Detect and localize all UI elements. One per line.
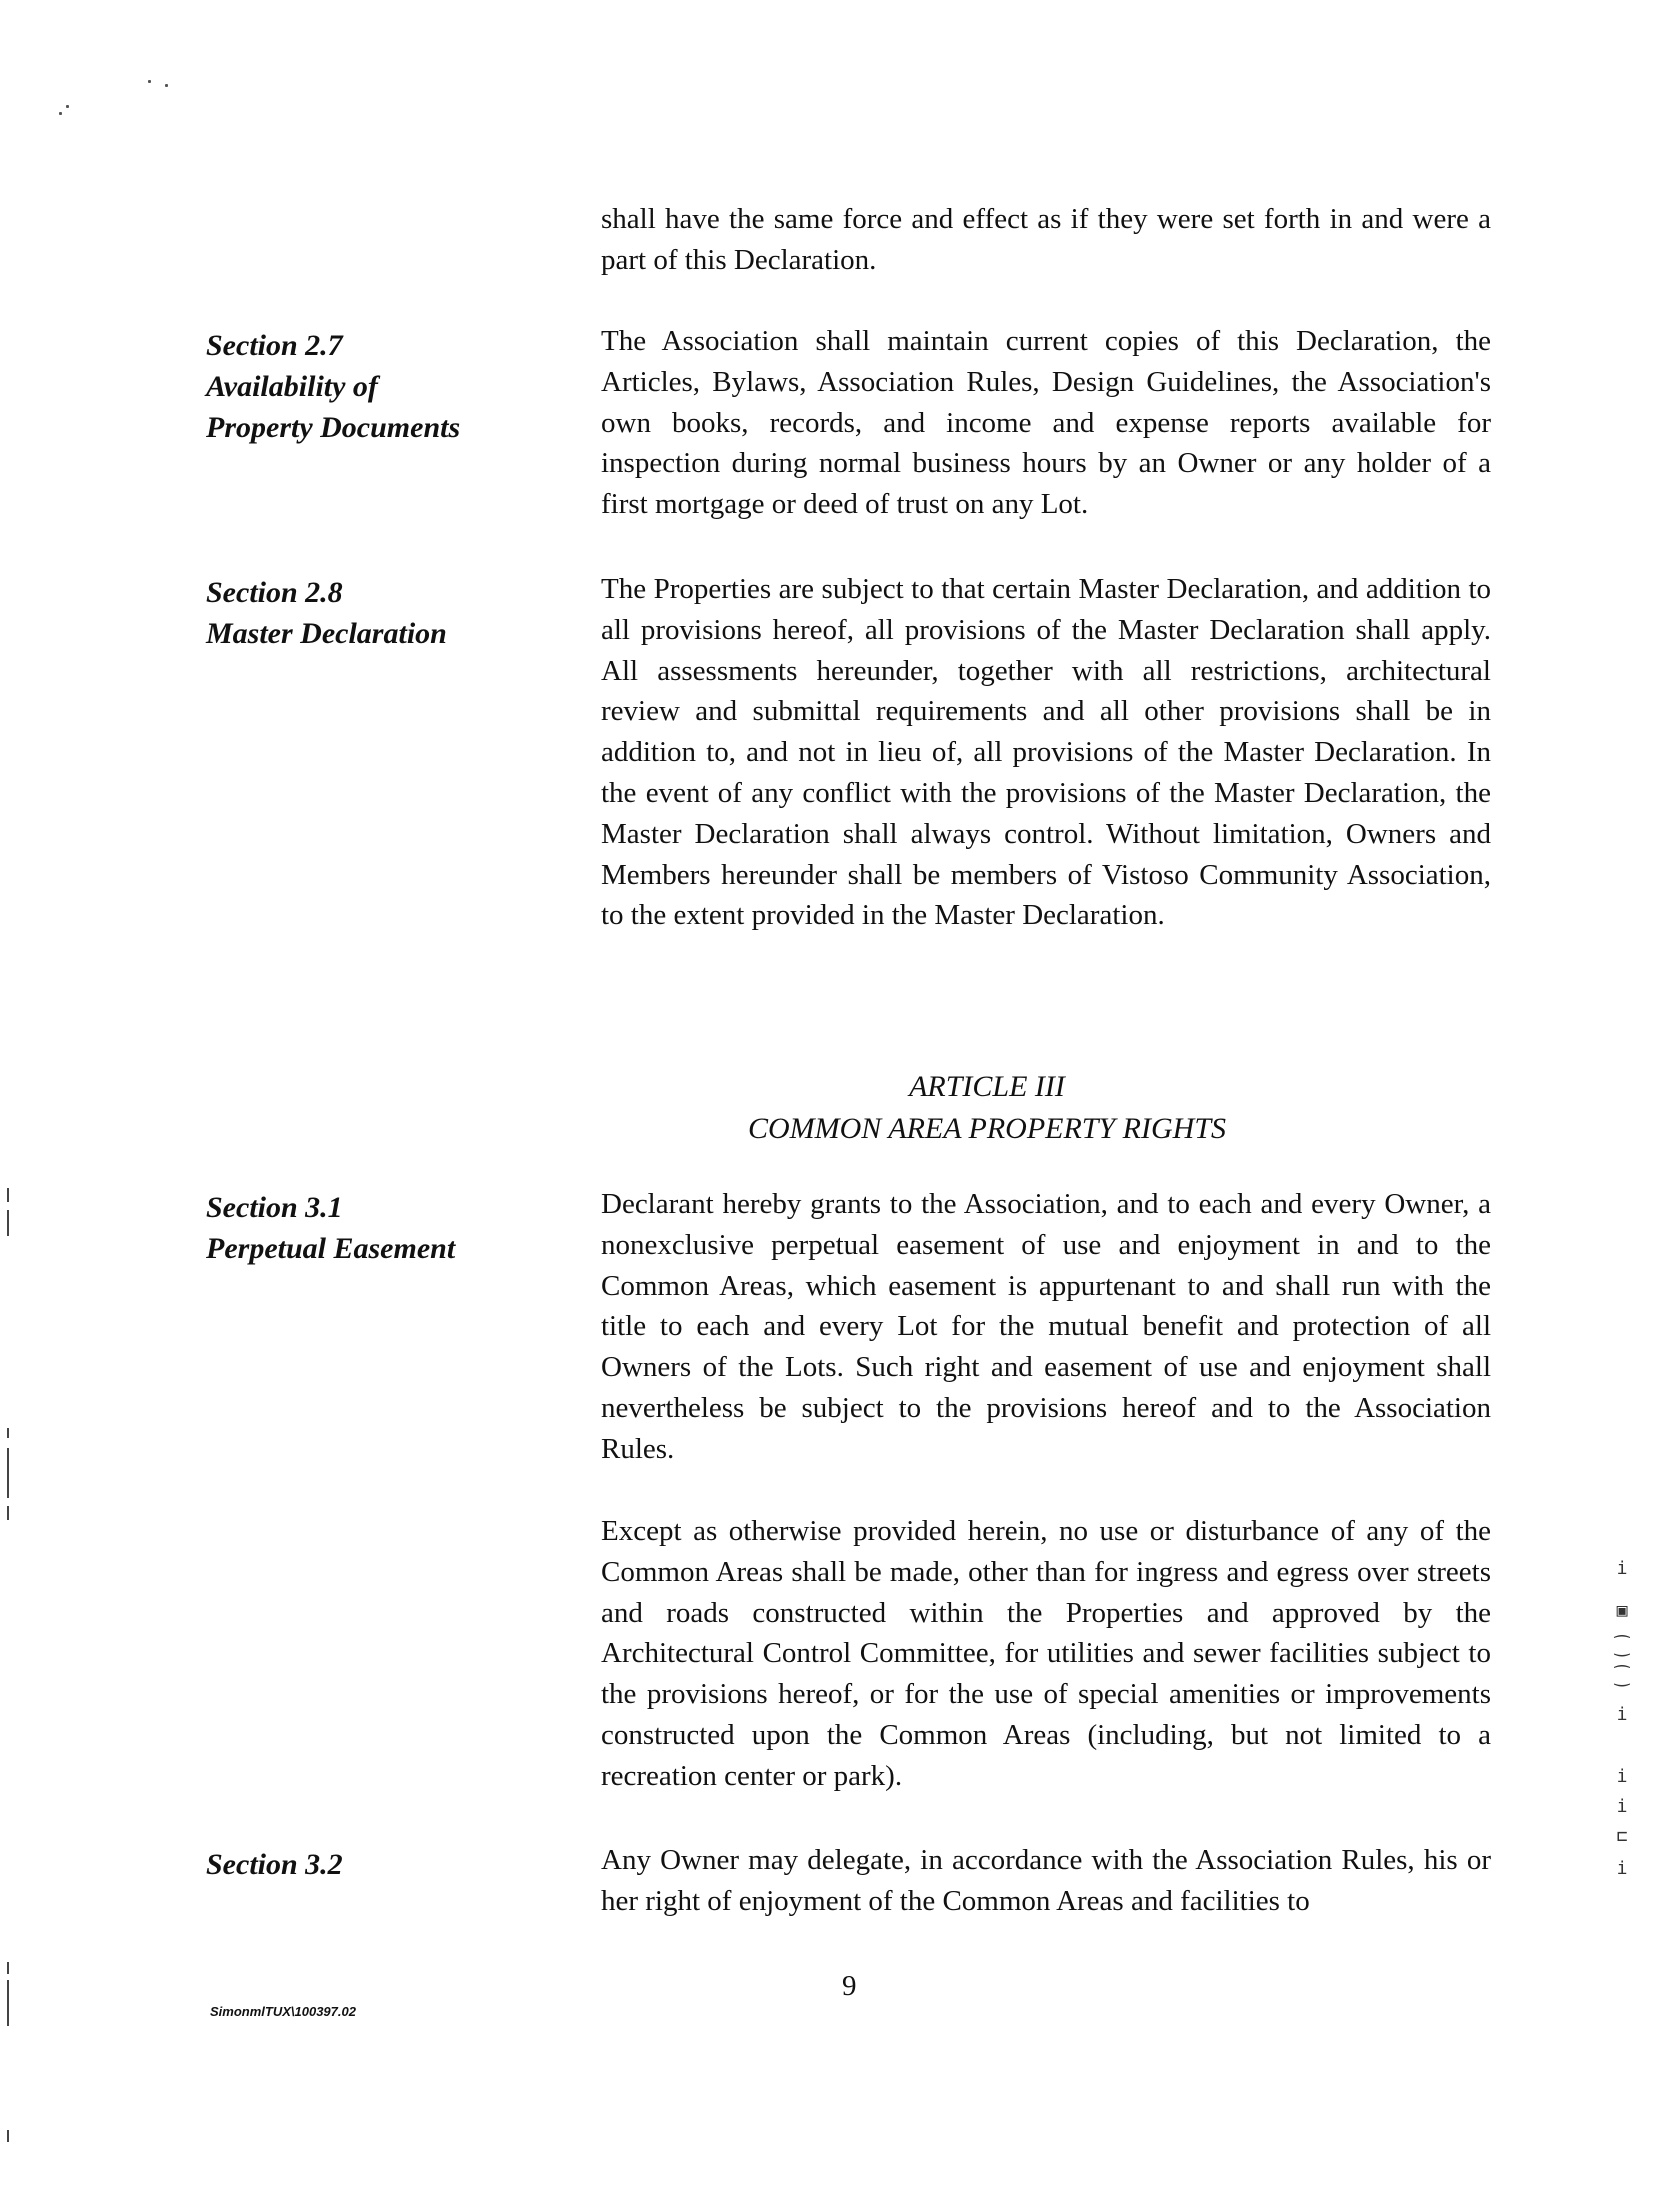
article-heading	[150, 1066, 1674, 1150]
scan-edge-mark	[7, 1428, 9, 1438]
section-number: Section 2.8	[206, 576, 343, 609]
stamp-glyph: ⁐	[1614, 1636, 1630, 1657]
scan-speck	[148, 80, 151, 83]
article-title: COMMON AREA PROPERTY RIGHTS	[747, 1112, 1227, 1145]
section-2-7-heading	[206, 325, 566, 448]
stamp-glyph: i	[1616, 1858, 1628, 1879]
article-number: ARTICLE III	[909, 1070, 1065, 1103]
scan-edge-mark	[7, 1980, 9, 2026]
section-2-8-paragraph: The Properties are subject to that certain Master Declaration, and addition to all provisions hereof, all provisions of the Master Declaration shall apply. All assessments hereunder, together with all restrictions, architectural review and submittal requirements and all other provisions shall be in addition to, and not in lieu of, all provisions of the Master Declaration. In the event of any conflict with the provisions of the Master Declaration, the Master Declaration shall always control. Without limitation, Owners and Members hereunder shall be members of Vistoso Community Association, to the extent provided in the Master Declaration.	[601, 573, 1491, 932]
section-2-7-paragraph: The Association shall maintain current copies of this Declaration, the Articles, Bylaws, Association Rules, Design Guidelines, the Association's own books, records, and income and expense reports available for inspection during normal business hours by an Owner or any holder of a first mortgage or deed of trust on any Lot.	[601, 325, 1491, 521]
stamp-glyph: i	[1616, 1704, 1628, 1725]
page-number: 9	[842, 1970, 857, 2002]
scan-edge-mark	[7, 1506, 9, 1520]
scan-speck	[165, 84, 168, 87]
section-3-1-paragraph-2: Except as otherwise provided herein, no use or disturbance of any of the Common Areas shall be made, other than for ingress and egress over streets and roads constructed within the Properties and approved by the Architectural Control Committee, for utilities and sewer facilities subject to the provisions hereof, or for the use of special amenities or improvements constructed upon the Common Areas (including, but not limited to a recreation center or park).	[601, 1515, 1491, 1792]
section-number: Section 3.1	[206, 1191, 343, 1224]
scan-edge-mark	[7, 1962, 9, 1974]
stamp-glyph: i	[1616, 1796, 1628, 1817]
scan-edge-mark	[7, 2130, 9, 2142]
section-3-1-heading	[206, 1187, 566, 1269]
section-title-line: Property Documents	[206, 411, 461, 444]
scan-edge-mark	[7, 1210, 9, 1236]
scan-speck	[66, 105, 69, 108]
scan-edge-mark	[7, 1188, 9, 1202]
stamp-glyph: i	[1616, 1558, 1628, 1579]
stamp-glyph: ⁐	[1614, 1666, 1630, 1687]
section-number: Section 2.7	[206, 329, 343, 362]
section-3-2-heading	[206, 1844, 566, 1885]
section-title-line: Master Declaration	[206, 617, 447, 650]
stamp-glyph: ▣	[1616, 1600, 1628, 1621]
section-title-line: Perpetual Easement	[206, 1232, 456, 1265]
section-number: Section 3.2	[206, 1848, 343, 1881]
section-2-8-heading	[206, 572, 566, 654]
scan-speck	[59, 112, 62, 115]
continuation-paragraph: shall have the same force and effect as if they were set forth in and were a part of this Declaration.	[601, 203, 1491, 276]
section-3-2-paragraph: Any Owner may delegate, in accordance with the Association Rules, his or her right of enjoyment of the Common Areas and facilities to	[601, 1844, 1491, 1917]
stamp-glyph: ⊏	[1616, 1826, 1628, 1847]
stamp-glyph: i	[1616, 1766, 1628, 1787]
section-3-1-paragraph-1: Declarant hereby grants to the Association, and to each and every Owner, a nonexclusive perpetual easement of use and enjoyment in and to the Common Areas, which easement is appurtenant to and shall run with the title to each and every Lot for the mutual benefit and protection of all Owners of the Lots. Such right and easement of use and enjoyment shall nevertheless be subject to the provisions hereof and to the Association Rules.	[601, 1188, 1491, 1465]
file-reference: SimonmlTUX\100397.02	[210, 2004, 356, 2019]
scan-edge-mark	[7, 1448, 9, 1498]
section-title-line: Availability of	[206, 370, 378, 403]
